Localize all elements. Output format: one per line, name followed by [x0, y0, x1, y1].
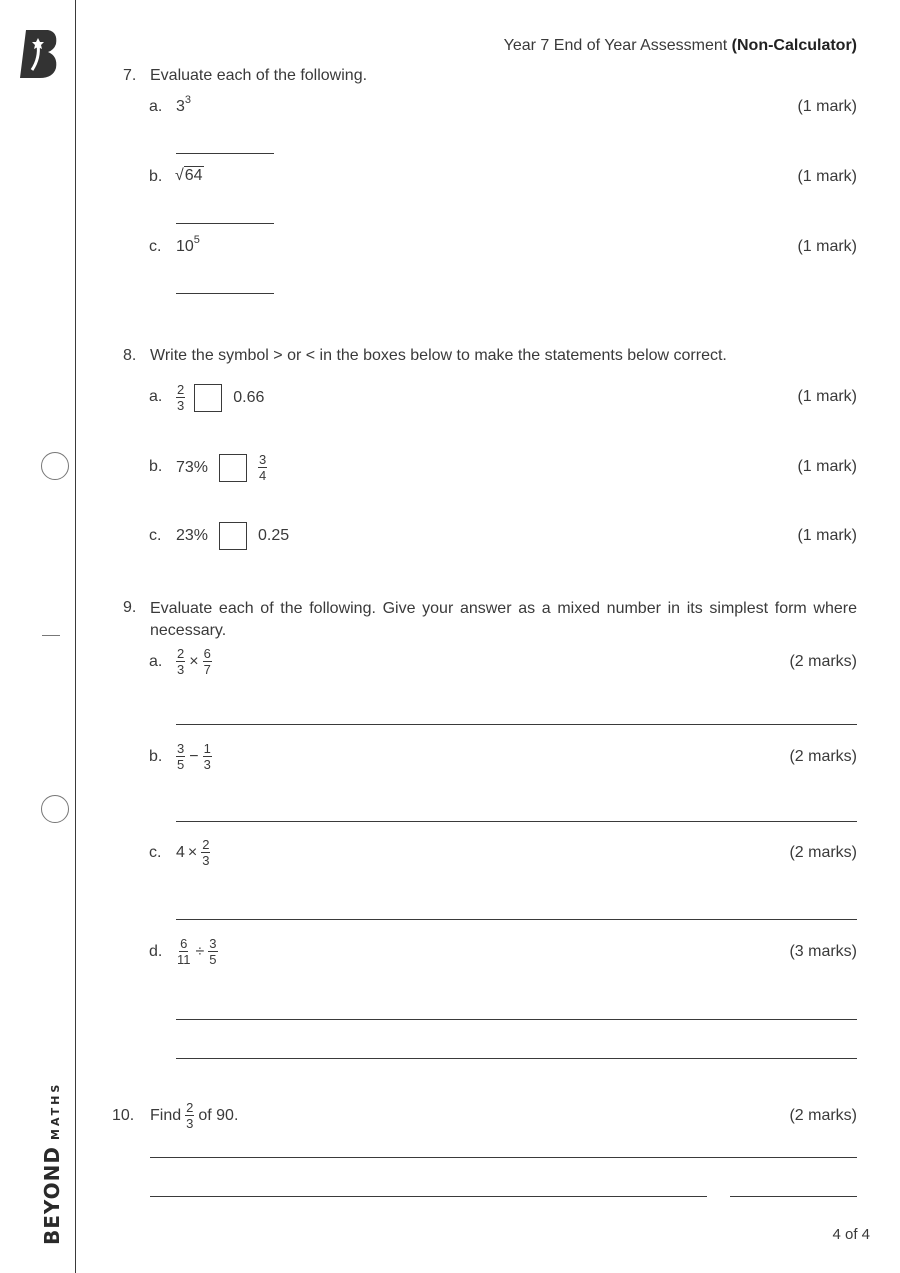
- q7a-answer-line[interactable]: [176, 153, 274, 154]
- margin-rule: [75, 0, 76, 1273]
- q9b-answer-line[interactable]: [176, 821, 857, 822]
- q8b-mark: (1 mark): [797, 458, 857, 475]
- punch-hole-bottom: [41, 795, 69, 823]
- punch-hole-top: [41, 452, 69, 480]
- q9b-label: b.: [149, 748, 163, 765]
- q9d-expr: $\frac{6}{11}$ ÷ $\frac{3}{5}$: [177, 936, 217, 967]
- q10-working-line-2[interactable]: [150, 1196, 707, 1197]
- q8b-answer-box[interactable]: [219, 454, 247, 482]
- q7a-mark: (1 mark): [797, 98, 857, 115]
- q8-number: 8.: [123, 347, 137, 364]
- q9a-expr: $\frac{2}{3}$ × $\frac{6}{7}$: [177, 646, 211, 677]
- q9d-mark: (3 marks): [789, 943, 857, 960]
- q8b-left: 73%: [176, 458, 209, 476]
- q9d-answer-line-2[interactable]: [176, 1058, 857, 1059]
- header-title: Year 7 End of Year Assessment: [503, 37, 728, 54]
- q9d-answer-line-1[interactable]: [176, 1019, 857, 1020]
- q9c-answer-line[interactable]: [176, 919, 857, 920]
- q10-text: Find $\frac{2}{3}$ of 90.: [150, 1100, 239, 1131]
- q9d-label: d.: [149, 943, 163, 960]
- q7-text: Evaluate each of the following.: [150, 67, 368, 84]
- q7-number: 7.: [123, 67, 137, 84]
- brand-vertical: [22, 1070, 64, 1245]
- brand-beyond: BEYOND: [40, 1145, 64, 1245]
- q9a-mark: (2 marks): [789, 653, 857, 670]
- q8c-expr: [176, 522, 289, 550]
- q9c-expr: 4 × $\frac{2}{3}$: [176, 837, 210, 868]
- beyond-logo-icon: [18, 28, 60, 80]
- q9b-mark: (2 marks): [789, 748, 857, 765]
- q8a-label: a.: [149, 388, 163, 405]
- q8b-fraction: $\frac{3}{4}$: [259, 452, 267, 483]
- q7b-label: b.: [149, 168, 163, 185]
- q7b-expr: √ 64: [175, 167, 203, 184]
- q7c-expr: $10^5$: [176, 234, 200, 255]
- q8a-right: 0.66: [233, 388, 265, 406]
- q8c-left: 23%: [176, 527, 209, 544]
- q7c-label: c.: [149, 238, 162, 255]
- q8-text: Write the symbol > or < in the boxes below to make the statements below correct.: [150, 347, 727, 364]
- q8c-right: 0.25: [258, 527, 290, 544]
- q7b-answer-line[interactable]: [176, 223, 274, 224]
- q8c-mark: (1 mark): [797, 527, 857, 544]
- header-title-bold: (Non-Calculator): [731, 37, 857, 54]
- q8b-expr: [176, 453, 268, 482]
- q9b-expr: $\frac{3}{5}$ − $\frac{1}{3}$: [177, 741, 211, 772]
- q8c-answer-box[interactable]: [219, 522, 247, 550]
- q9a-label: a.: [149, 653, 163, 670]
- page-header: [504, 37, 857, 55]
- q8c-label: c.: [149, 527, 162, 544]
- q10-answer-line[interactable]: [730, 1196, 857, 1197]
- q8b-label: b.: [149, 458, 163, 475]
- brand-maths: MATHS: [49, 1081, 62, 1140]
- page-number: 4 of 4: [832, 1226, 870, 1243]
- q8a-fraction: $\frac{2}{3}$: [177, 382, 185, 413]
- q9c-label: c.: [149, 844, 162, 861]
- q9a-answer-line[interactable]: [176, 724, 857, 725]
- q7b-mark: (1 mark): [797, 168, 857, 185]
- q9c-mark: (2 marks): [789, 844, 857, 861]
- q10-mark: (2 marks): [789, 1107, 857, 1124]
- q7c-answer-line[interactable]: [176, 293, 274, 294]
- q9-number: 9.: [123, 599, 137, 616]
- q10-number: 10.: [112, 1107, 135, 1124]
- q9-text: Evaluate each of the following. Give your answer as a mixed number in its simplest form where necessary.: [150, 600, 857, 639]
- q8a-answer-box[interactable]: [194, 384, 222, 412]
- q7a-label: a.: [149, 98, 163, 115]
- q8a-mark: (1 mark): [797, 388, 857, 405]
- q7c-mark: (1 mark): [797, 238, 857, 255]
- fold-mark: [42, 635, 60, 636]
- q7a-expr: $3^3$: [176, 94, 192, 115]
- q8a-expr: [175, 383, 264, 412]
- q10-working-line-1[interactable]: [150, 1157, 857, 1158]
